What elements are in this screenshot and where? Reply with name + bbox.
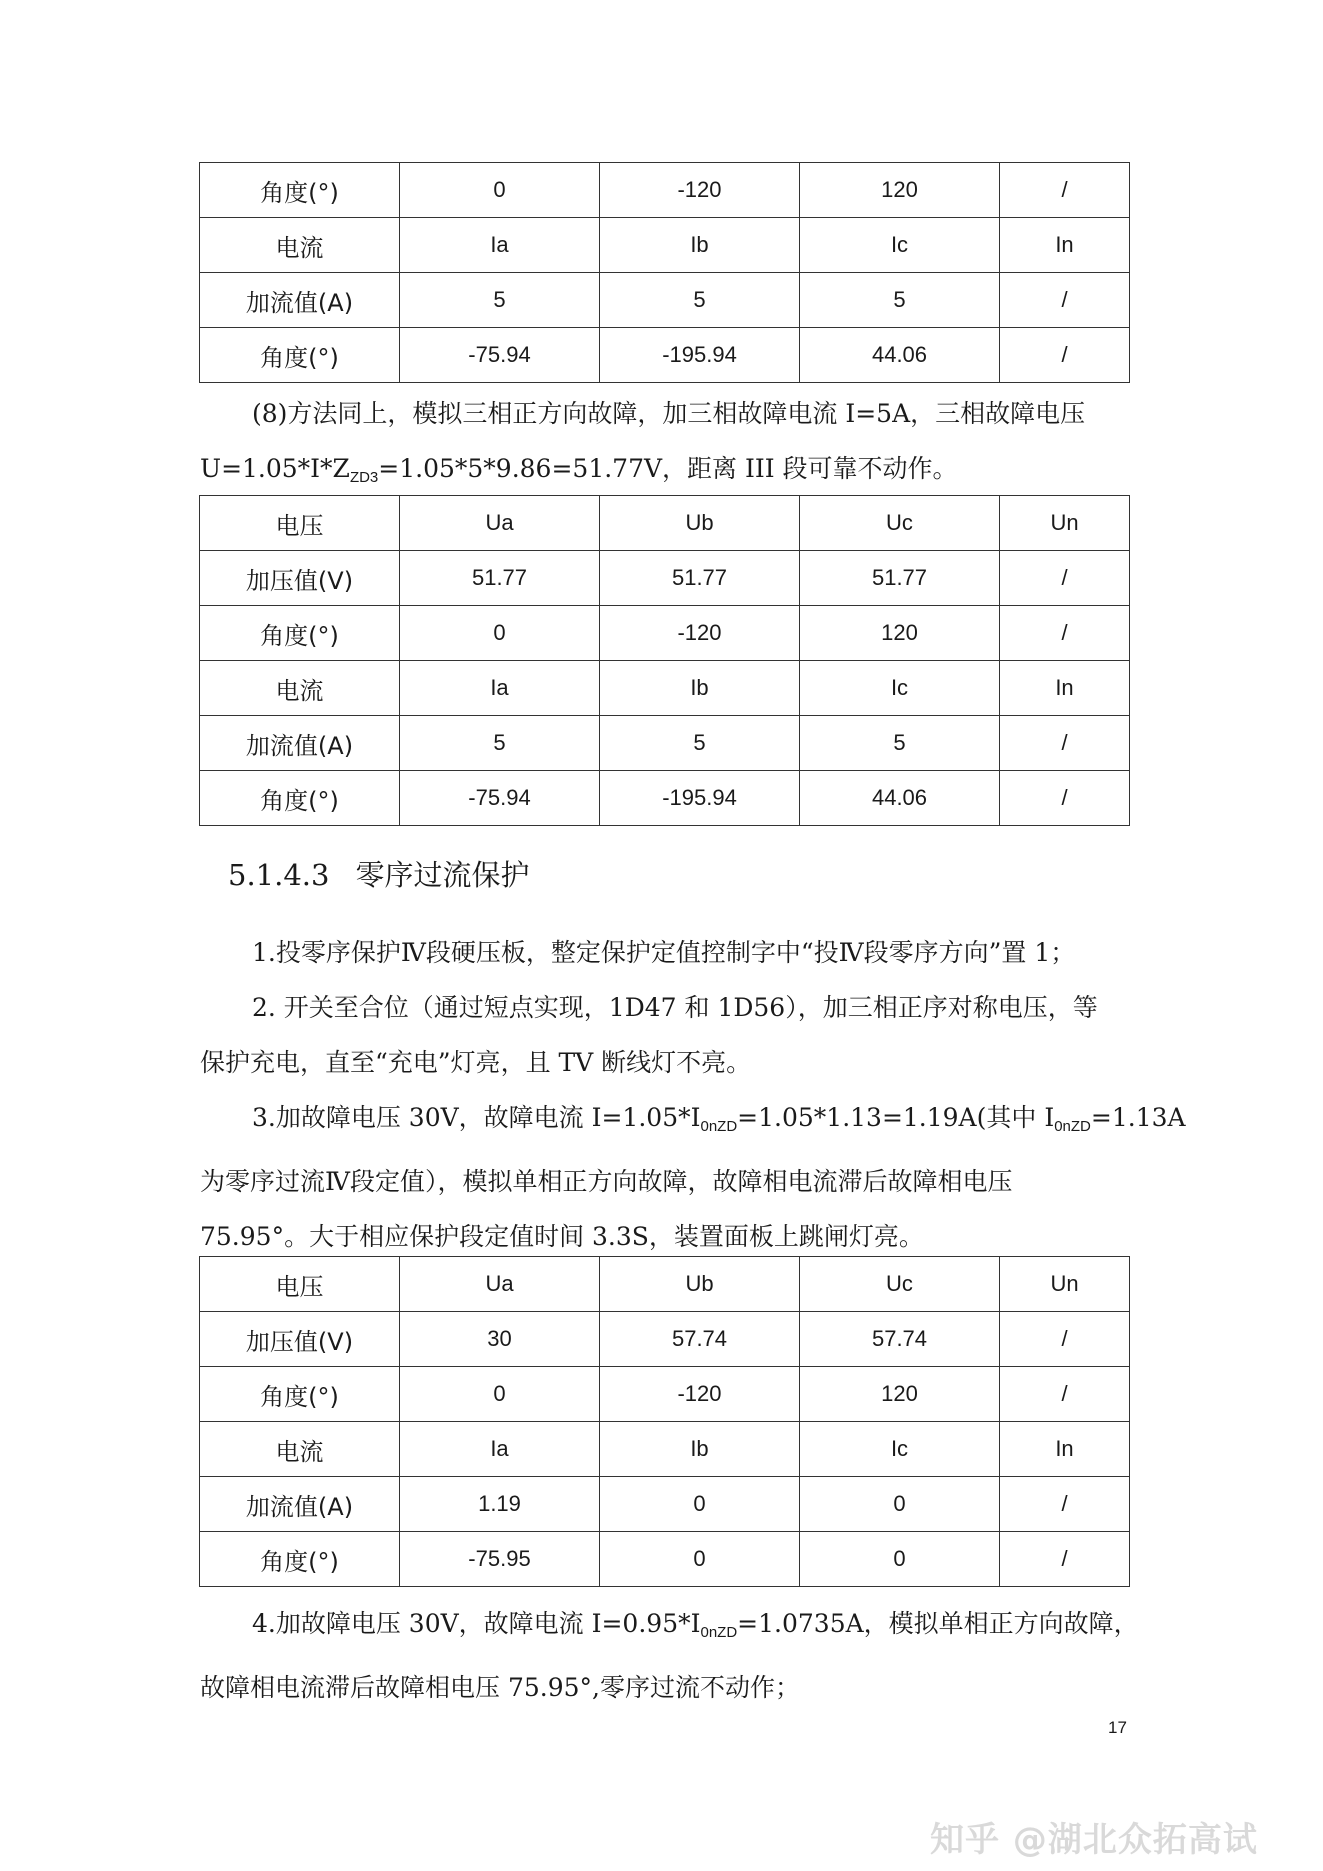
table-cell: Ia [400, 218, 600, 273]
table-row [200, 273, 1130, 328]
table-cell: Uc [800, 1257, 1000, 1312]
row-label-cell: 电压 [200, 496, 400, 551]
table-cell: Ua [400, 496, 600, 551]
table-cell: -75.94 [400, 771, 600, 826]
table-cell: 0 [600, 1477, 800, 1532]
watermark: 知乎 @湖北众拓高试 [930, 1820, 1258, 1860]
table-cell: 1.19 [400, 1477, 600, 1532]
table-1-body [200, 163, 1130, 383]
table-cell: / [1000, 273, 1130, 328]
table-cell: / [1000, 1532, 1130, 1587]
table-row [200, 328, 1130, 383]
step-4-text-b: =1.0735A，模拟单相正方向故障， [737, 1609, 1139, 1638]
step-3-subscript-2: 0nZD [1054, 1118, 1091, 1135]
table-cell: Ub [600, 496, 800, 551]
row-label-cell: 角度(°) [200, 1367, 400, 1422]
step-3-text-b: =1.05*1.13=1.19A(其中 I [737, 1103, 1055, 1132]
formula-text-rest: =1.05*5*9.86=51.77V，距离 III 段可靠不动作。 [378, 454, 958, 483]
row-label-cell: 电流 [200, 1422, 400, 1477]
table-cell: -120 [600, 1367, 800, 1422]
table-cell: -120 [600, 163, 800, 218]
table-cell: Un [1000, 1257, 1130, 1312]
table-cell: In [1000, 1422, 1130, 1477]
table-cell: 51.77 [800, 551, 1000, 606]
row-label-cell: 电压 [200, 1257, 400, 1312]
table-cell: Ic [800, 1422, 1000, 1477]
formula-text: U=1.05*I*Z [200, 454, 350, 483]
table-cell: / [1000, 1477, 1130, 1532]
table-row [200, 771, 1130, 826]
table-cell: 44.06 [800, 328, 1000, 383]
step-4-line-1 [200, 1596, 1139, 1660]
step-3 [200, 1090, 1186, 1264]
row-label-cell: 角度(°) [200, 163, 400, 218]
table-cell: / [1000, 1367, 1130, 1422]
table-cell: 5 [800, 273, 1000, 328]
table-cell: 120 [800, 163, 1000, 218]
step-3-text-c: =1.13A [1090, 1103, 1186, 1132]
step-1-text: 1.投零序保护Ⅳ段硬压板，整定保护定值控制字中“投Ⅳ段零序方向”置 1； [252, 938, 1076, 967]
table-cell: 30 [400, 1312, 600, 1367]
table-cell: / [1000, 163, 1130, 218]
table-row [200, 716, 1130, 771]
step-4-text-a: 4.加故障电压 30V，故障电流 I=0.95*I [252, 1609, 701, 1638]
step-3-line-2: 为零序过流Ⅳ段定值），模拟单相正方向故障，故障相电流滞后故障相电压 [200, 1167, 1013, 1196]
table-cell: -75.94 [400, 328, 600, 383]
row-label-cell: 加流值(A) [200, 273, 400, 328]
table-cell: 5 [600, 716, 800, 771]
table-cell: / [1000, 1312, 1130, 1367]
section-heading [228, 853, 529, 894]
step-3-line-1 [200, 1090, 1186, 1154]
step-1 [200, 925, 1130, 980]
table-row [200, 606, 1130, 661]
table-cell: 0 [600, 1532, 800, 1587]
step-4 [200, 1596, 1139, 1715]
row-label-cell: 电流 [200, 661, 400, 716]
table-cell: / [1000, 328, 1130, 383]
table-cell: 0 [400, 163, 600, 218]
table-cell: -75.95 [400, 1532, 600, 1587]
table-cell: 51.77 [600, 551, 800, 606]
table-row [200, 1532, 1130, 1587]
table-cell: 0 [400, 606, 600, 661]
table-cell: Uc [800, 496, 1000, 551]
table-cell: 120 [800, 606, 1000, 661]
table-cell: 5 [600, 273, 800, 328]
table-cell: Ia [400, 661, 600, 716]
row-label-cell: 角度(°) [200, 328, 400, 383]
table-row [200, 163, 1130, 218]
row-label-cell: 角度(°) [200, 606, 400, 661]
table-cell: 0 [800, 1532, 1000, 1587]
table-cell: 5 [400, 716, 600, 771]
table-row [200, 661, 1130, 716]
table-row [200, 1477, 1130, 1532]
table-cell: Ib [600, 1422, 800, 1477]
table-cell: -195.94 [600, 328, 800, 383]
step-2 [200, 980, 1130, 1090]
step-2-line-1: 2. 开关至合位（通过短点实现，1D47 和 1D56），加三相正序对称电压，等 [252, 993, 1098, 1022]
table-cell: / [1000, 551, 1130, 606]
table-cell: -195.94 [600, 771, 800, 826]
table-cell: In [1000, 218, 1130, 273]
page-number: 17 [1108, 1718, 1127, 1737]
table-cell: 0 [400, 1367, 600, 1422]
table-cell: / [1000, 716, 1130, 771]
table-cell: Ic [800, 661, 1000, 716]
step-3-subscript-1: 0nZD [700, 1118, 738, 1135]
row-label-cell: 加流值(A) [200, 716, 400, 771]
table-cell: Un [1000, 496, 1130, 551]
row-label-cell: 加压值(V) [200, 1312, 400, 1367]
table-row [200, 1312, 1130, 1367]
section-number: 5.1.4.3 [228, 858, 330, 892]
table-3 [199, 1256, 1130, 1587]
table-cell: 0 [800, 1477, 1000, 1532]
table-row [200, 1367, 1130, 1422]
table-2 [199, 495, 1130, 826]
table-row [200, 1422, 1130, 1477]
row-label-cell: 角度(°) [200, 771, 400, 826]
step-4-line-2: 故障相电流滞后故障相电压 75.95°,零序过流不动作； [200, 1673, 800, 1702]
paragraph-8-line-1: (8)方法同上，模拟三相正方向故障，加三相故障电流 I=5A，三相故障电压 [252, 399, 1086, 428]
table-cell: Ub [600, 1257, 800, 1312]
table-row [200, 551, 1130, 606]
table-cell: / [1000, 771, 1130, 826]
table-cell: 57.74 [800, 1312, 1000, 1367]
table-cell: -120 [600, 606, 800, 661]
step-2-line-2: 保护充电，直至“充电”灯亮，且 TV 断线灯不亮。 [200, 1048, 752, 1077]
table-cell: / [1000, 606, 1130, 661]
table-cell: Ic [800, 218, 1000, 273]
table-cell: 5 [800, 716, 1000, 771]
table-row [200, 1257, 1130, 1312]
table-row [200, 496, 1130, 551]
table-2-body [200, 496, 1130, 826]
table-cell: 44.06 [800, 771, 1000, 826]
table-cell: 5 [400, 273, 600, 328]
table-cell: Ia [400, 1422, 600, 1477]
row-label-cell: 电流 [200, 218, 400, 273]
step-4-subscript: 0nZD [700, 1624, 738, 1641]
table-cell: Ib [600, 661, 800, 716]
step-3-line-3: 75.95°。大于相应保护段定值时间 3.3S，装置面板上跳闸灯亮。 [200, 1222, 924, 1251]
section-title: 零序过流保护 [355, 858, 530, 892]
row-label-cell: 加压值(V) [200, 551, 400, 606]
table-1 [199, 162, 1130, 383]
table-cell: Ib [600, 218, 800, 273]
table-row [200, 218, 1130, 273]
table-cell: Ua [400, 1257, 600, 1312]
step-3-text-a: 3.加故障电压 30V，故障电流 I=1.05*I [252, 1103, 701, 1132]
row-label-cell: 角度(°) [200, 1532, 400, 1587]
paragraph-8 [200, 386, 1130, 505]
table-cell: 57.74 [600, 1312, 800, 1367]
formula-subscript: ZD3 [349, 469, 379, 486]
table-cell: 51.77 [400, 551, 600, 606]
table-cell: In [1000, 661, 1130, 716]
row-label-cell: 加流值(A) [200, 1477, 400, 1532]
table-cell: 120 [800, 1367, 1000, 1422]
table-3-body [200, 1257, 1130, 1587]
